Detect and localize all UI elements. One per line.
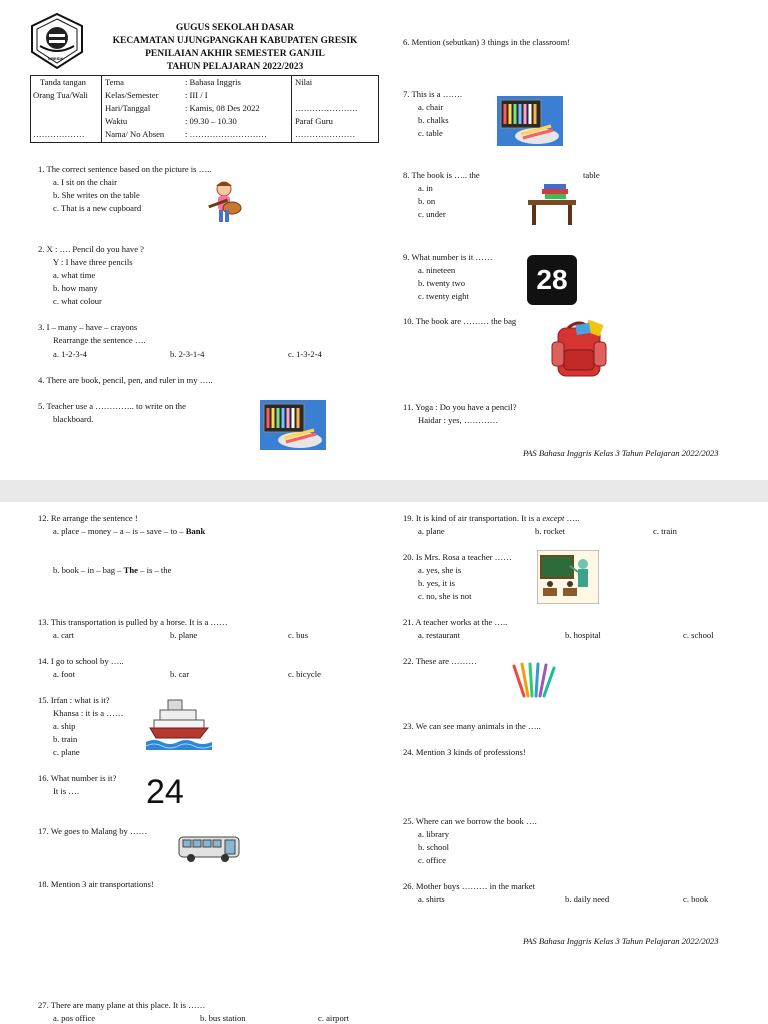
q20-option-a: a. yes, she is [418,565,462,575]
exam-page-1 [0,0,768,480]
teacher-sign-label: Paraf Guru [295,116,333,126]
q15-line-2: Khansa : it is a …… [53,708,124,718]
q15-option-b: b. train [53,734,78,744]
exam-page-2 [0,502,768,1024]
q7-option-b: b. chalks [418,115,449,125]
q3-option-b: b. 2-3-1-4 [170,349,205,359]
q25-option-c: c. office [418,855,446,865]
q19-option-a: a. plane [418,526,445,536]
header-line-3: PENILAIAN AKHIR SEMESTER GANJIL [145,49,325,59]
q19-stem-end: ….. [564,513,580,523]
q18-stem: 18. Mention 3 air transportations! [38,879,154,889]
q9-option-b: b. twenty two [418,278,466,288]
books-on-table-picture [526,180,578,228]
q1-option-b: b. She writes on the table [53,190,140,200]
q7-stem: 7. This is a ……. [403,89,463,99]
q19-option-b: b. rocket [535,526,566,536]
score-label: Nilai [295,77,313,87]
q10-stem: 10. The book are ……… the bag [403,316,517,326]
q8-option-a: a. in [418,183,433,193]
q7-option-a: a. chair [418,102,444,112]
q27-option-c: c. airport [318,1013,350,1023]
q1-stem: 1. The correct sentence based on the picture is ….. [38,164,212,174]
q13-stem: 13. This transportation is pulled by a horse. It is a …… [38,617,228,627]
school-bag-picture [546,318,612,380]
q15-option-a: a. ship [53,721,76,731]
page-gap [0,480,768,502]
q17-stem: 17. We goes to Malang by …… [38,826,148,836]
q21-option-c: c. school [683,630,714,640]
q19-stem-emphasis: except [542,513,565,523]
parent-signature-label-2: Orang Tua/Wali [33,90,88,100]
q13-option-b: b. plane [170,630,198,640]
q26-option-c: c. book [683,894,709,904]
q19-stem-text: 19. It is kind of air transportation. It is a [403,513,543,523]
q13-option-a: a. cart [53,630,74,640]
shield-emblem-icon [28,12,86,70]
q26-stem: 26. Mother buys ……… in the market [403,881,535,891]
score-line: …………………. [295,103,358,113]
q8-stem-end: table [583,170,600,180]
q27-option-a: a. pos office [53,1013,96,1023]
q20-stem: 20. Is Mrs. Rosa a teacher …… [403,552,512,562]
q12-stem: 12. Re arrange the sentence ! [38,513,138,523]
q22-stem: 22. These are ……… [403,656,477,666]
q2-option-c: c. what colour [53,296,102,306]
theme-label: Tema [105,77,124,87]
page-2-footer: PAS Bahasa Inggris Kelas 3 Tahun Pelajaran 2022/2023 [523,936,719,946]
q5-stem: 5. Teacher use a ………….. to write on the [38,401,186,411]
q15-stem: 15. Irfan : what is it? [38,695,110,705]
q12-b-bold: The [123,565,138,575]
ship-picture [146,696,212,750]
q14-option-c: c. bicycle [288,669,321,679]
q9-number-card: 28 [527,255,577,305]
logo-label: GRESIK [48,56,64,61]
q2-answer-line: Y : I have three pencils [53,257,133,267]
q7-option-c: c. table [418,128,443,138]
class-label: Kelas/Semester [105,90,159,100]
q3-sub: Rearrange the sentence …. [53,335,146,345]
q15-option-c: c. plane [53,747,80,757]
q6-stem: 6. Mention (sebutkan) 3 things in the classroom! [403,37,571,47]
header-line-1: GUGUS SEKOLAH DASAR [175,23,295,33]
colored-pens-picture [508,660,558,700]
q12-a-text: a. place – money – a – is – save – to – [53,526,186,536]
teacher-classroom-picture [537,550,599,604]
header-line-4: TAHUN PELAJARAN 2022/2023 [166,62,304,72]
q25-option-b: b. school [418,842,450,852]
q19-option-c: c. train [653,526,677,536]
q11-line-2: Haidar : yes, ………… [418,415,499,425]
q21-option-a: a. restaurant [418,630,460,640]
teacher-sign-line: ………………… [295,129,356,139]
q5-stem-2: blackboard. [53,414,94,424]
q12-option-b [53,564,171,576]
q16-line-2: It is …. [53,786,80,796]
q24-stem: 24. Mention 3 kinds of professions! [403,747,526,757]
q1-option-a: a. I sit on the chair [53,177,117,187]
q27-stem: 27. There are many plane at this place. It is …… [38,1000,206,1010]
q20-option-b: b. yes, it is [418,578,456,588]
theme-value: : Bahasa Inggris [185,77,241,87]
q25-stem: 25. Where can we borrow the book …. [403,816,537,826]
q16-stem: 16. What number is it? [38,773,117,783]
q12-a-bold: Bank [185,526,206,536]
q9-stem: 9. What number is it …… [403,252,493,262]
q1-option-c: c. That is a new cupboard [53,203,142,213]
q12-b-text-end: – is – the [137,565,172,575]
q14-option-b: b. car [170,669,190,679]
q3-option-a: a. 1-2-3-4 [53,349,87,359]
date-label: Hari/Tanggal [105,103,151,113]
header-line-2: KECAMATAN UJUNGPANGKAH KABUPATEN GRESIK [112,36,358,46]
school-logo [28,12,86,70]
q13-option-c: c. bus [288,630,309,640]
q25-option-a: a. library [418,829,450,839]
q26-option-b: b. daily need [565,894,610,904]
q3-option-c: c. 1-3-2-4 [288,349,322,359]
q9-option-c: c. twenty eight [418,291,469,301]
q20-option-c: c. no, she is not [418,591,472,601]
q21-option-b: b. hospital [565,630,601,640]
q8-option-b: b. on [418,196,436,206]
girl-guitar-picture [204,180,246,226]
q21-stem: 21. A teacher works at the ….. [403,617,508,627]
q12-option-a [53,525,205,537]
time-label: Waktu [105,116,128,126]
q14-option-a: a. foot [53,669,75,679]
bus-picture [177,834,243,864]
name-value: : ……………………… [185,129,267,139]
time-value: : 09.30 – 10.30 [185,116,237,126]
class-value: : III / I [185,90,208,100]
q2-option-a: a. what time [53,270,96,280]
q2-stem: 2. X : …. Pencil do you have ? [38,244,144,254]
q12-b-text: b. book – in – bag – [53,565,124,575]
parent-signature-line: ……………… [33,129,85,139]
q9-option-a: a. nineteen [418,265,456,275]
q26-option-a: a. shirts [418,894,445,904]
q2-option-b: b. how many [53,283,98,293]
page-1-footer: PAS Bahasa Inggris Kelas 3 Tahun Pelajaran 2022/2023 [523,448,719,458]
q3-stem: 3. I – many – have – crayons [38,322,138,332]
date-value: : Kamis, 08 Des 2022 [185,103,260,113]
chalks-picture [497,96,563,146]
q14-stem: 14. I go to school by ….. [38,656,124,666]
chalk-box-picture [260,400,326,450]
q16-number: 24 [146,773,184,811]
parent-signature-label: Tanda tangan [40,77,86,87]
q8-option-c: c. under [418,209,446,219]
q19-stem [403,512,579,524]
q11-stem: 11. Yoga : Do you have a pencil? [403,402,517,412]
q8-stem: 8. The book is ….. the [403,170,480,180]
q27-option-b: b. bus station [200,1013,246,1023]
name-label: Nama/ No Absen [105,129,165,139]
q4-stem: 4. There are book, pencil, pen, and ruler in my ….. [38,375,213,385]
q23-stem: 23. We can see many animals in the ….. [403,721,541,731]
